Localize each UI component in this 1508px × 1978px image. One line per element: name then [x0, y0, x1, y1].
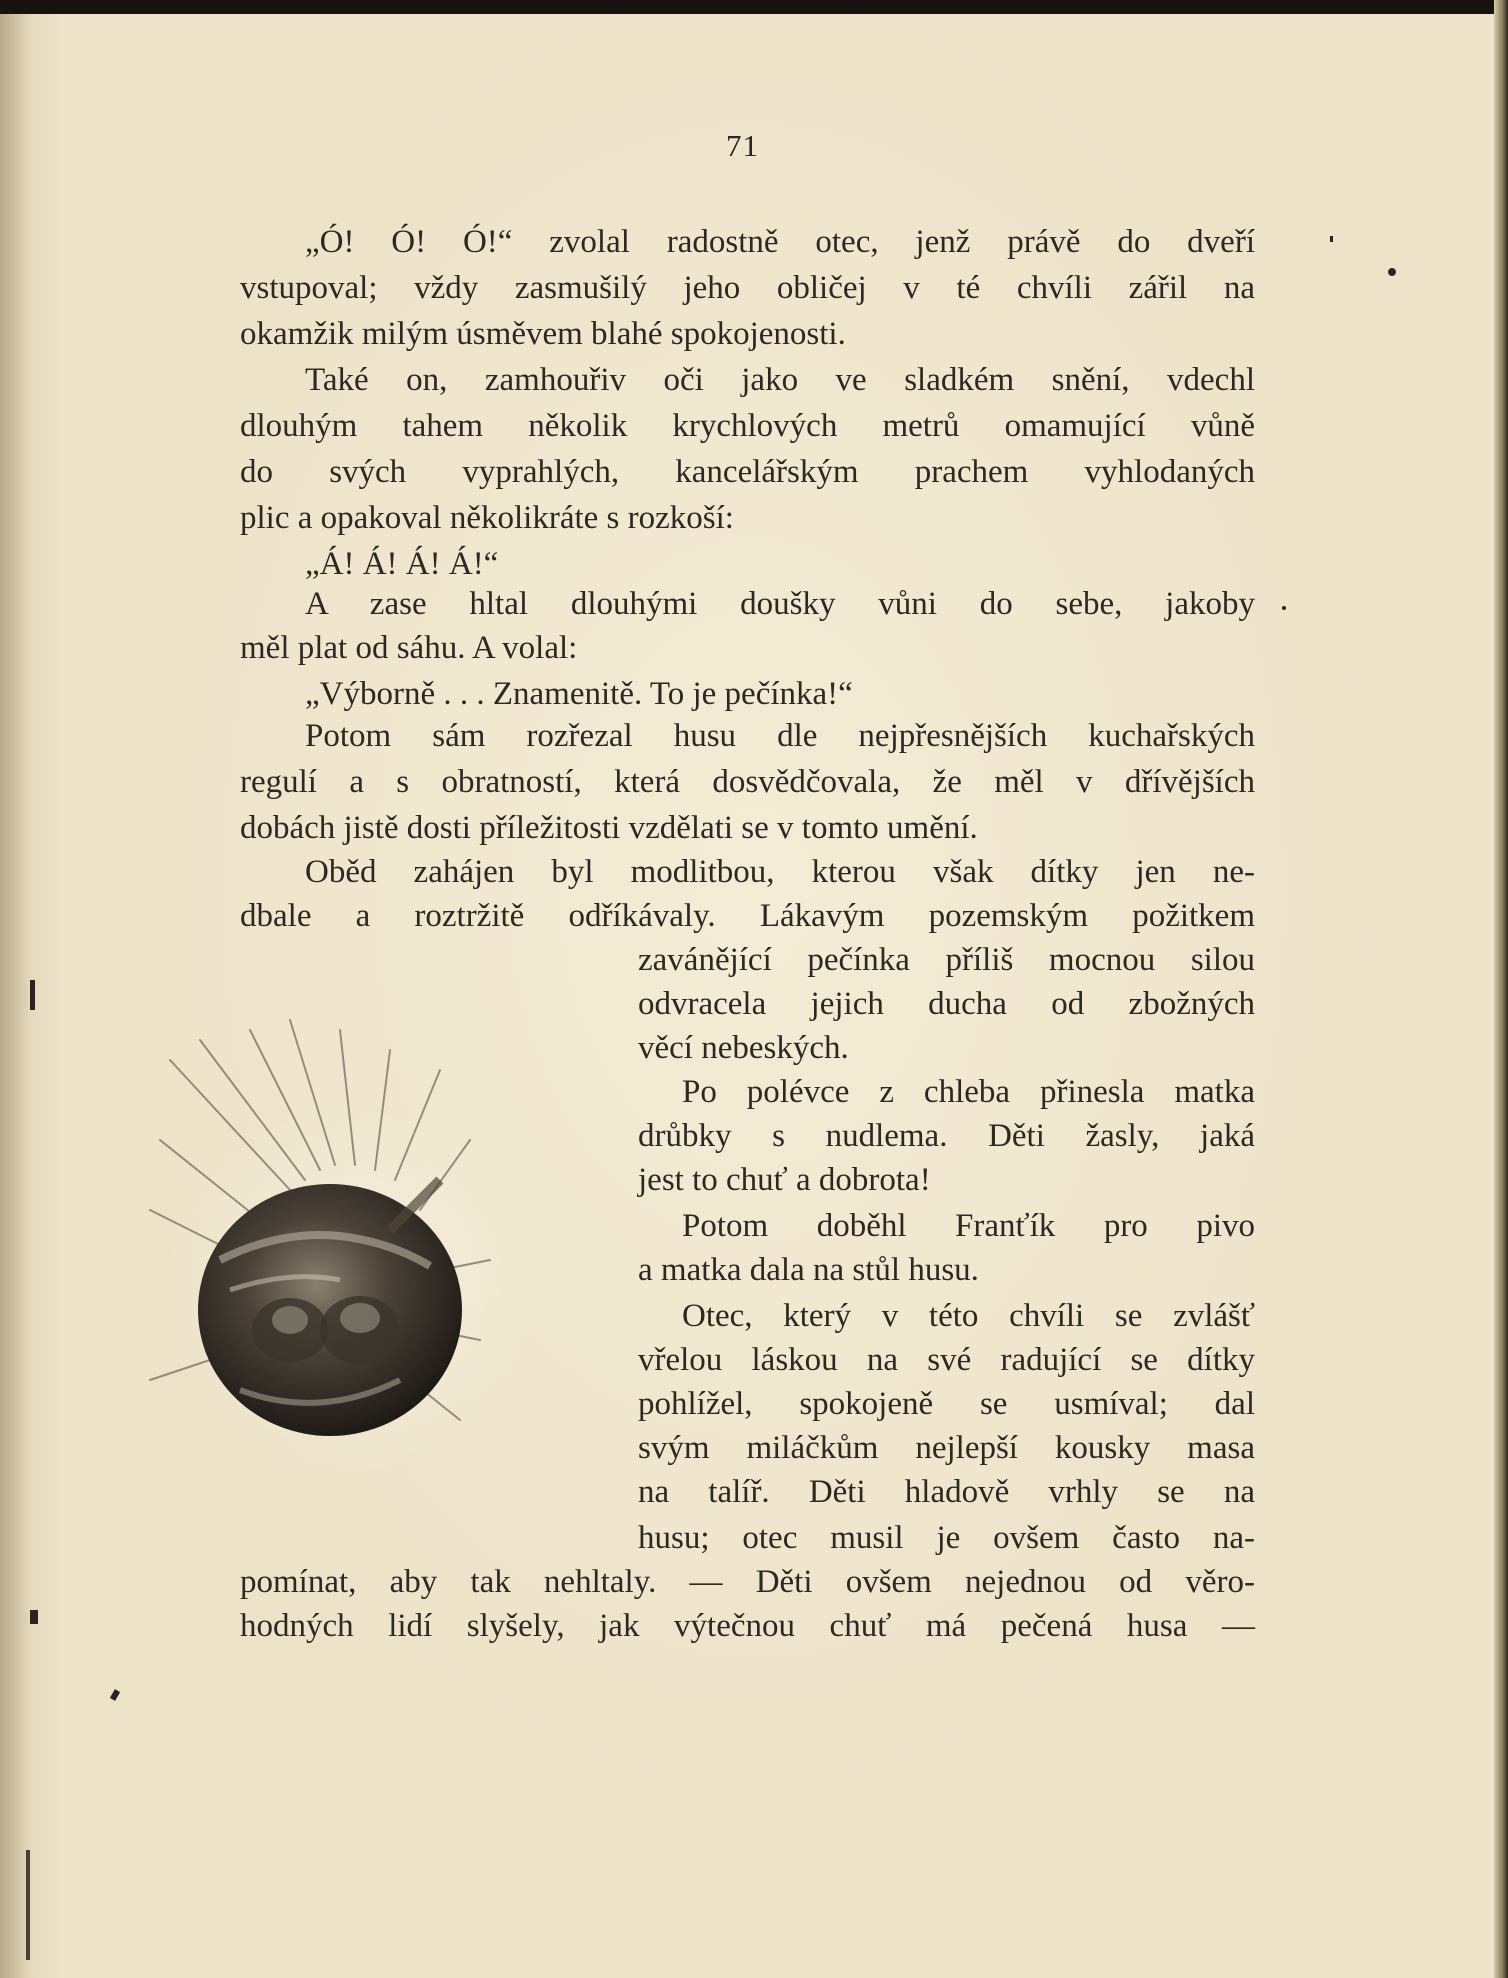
text-line: Potom sám rozřezal husu dle nejpřesnějších kuchařských [305, 718, 1255, 754]
margin-speck [110, 1689, 120, 1701]
text-line: pohlížel, spokojeně se usmíval; dal [638, 1386, 1255, 1422]
margin-speck [1330, 236, 1333, 242]
page-number: 71 [726, 128, 759, 163]
text-line: regulí a s obratností, která dosvědčovala, že měl v dřívějších [240, 764, 1255, 800]
text-line: „Výborně . . . Znamenitě. To je pečínka!“ [305, 676, 853, 712]
text-line: Oběd zahájen byl modlitbou, kterou však dítky jen ne- [305, 854, 1255, 890]
text-line: a matka dala na stůl husu. [638, 1252, 979, 1288]
text-line: Po polévce z chleba přinesla matka [682, 1074, 1255, 1110]
text-line: vřelou láskou na své radující se dítky [638, 1342, 1255, 1378]
text-line: pomínat, aby tak nehltaly. — Děti ovšem nejednou od věro- [240, 1564, 1255, 1600]
text-line: A zase hltal dlouhými doušky vůni do sebe, jakoby [305, 586, 1255, 622]
text-line: měl plat od sáhu. A volal: [240, 630, 578, 666]
text-line: dlouhým tahem několik krychlových metrů omamující vůně [240, 408, 1255, 444]
text-line: vstupoval; vždy zasmušilý jeho obličej v té chvíli zářil na [240, 270, 1255, 306]
text-line: „Á! Á! Á! Á!“ [305, 546, 499, 582]
margin-speck [26, 1850, 30, 1960]
page-right-edge [1494, 0, 1508, 1978]
binding-shadow [0, 0, 30, 1978]
margin-speck [1282, 606, 1286, 610]
margin-speck [30, 1610, 38, 1624]
text-line: plic a opakoval několikráte s rozkoší: [240, 500, 734, 536]
text-line: svým miláčkům nejlepší kousky masa [638, 1430, 1255, 1466]
scan-top-edge [0, 0, 1508, 14]
margin-speck [1388, 268, 1396, 276]
text-line: zavánějící pečínka příliš mocnou silou [638, 942, 1255, 978]
text-line: „Ó! Ó! Ó!“ zvolal radostně otec, jenž právě do dveří [305, 224, 1255, 260]
text-line: husu; otec musil je ovšem často na- [638, 1520, 1255, 1556]
text-line: Potom doběhl Franťík pro pivo [682, 1208, 1255, 1244]
text-line: jest to chuť a dobrota! [638, 1162, 931, 1198]
text-line: do svých vyprahlých, kancelářským prachem vyhlodaných [240, 454, 1255, 490]
margin-speck [30, 980, 35, 1010]
text-line: na talíř. Děti hladově vrhly se na [638, 1474, 1255, 1510]
text-line: dbale a roztržitě odříkávaly. Lákavým pozemským požitkem [240, 898, 1255, 934]
text-line: drůbky s nudlema. Děti žasly, jaká [638, 1118, 1255, 1154]
text-line: hodných lidí slyšely, jak výtečnou chuť má pečená husa — [240, 1608, 1255, 1644]
text-line: věcí nebeských. [638, 1030, 849, 1066]
text-line: okamžik milým úsměvem blahé spokojenosti. [240, 316, 846, 352]
text-line: Otec, který v této chvíli se zvlášť [682, 1298, 1255, 1334]
text-line: odvracela jejich ducha od zbožných [638, 986, 1255, 1022]
text-line: Také on, zamhouřiv oči jako ve sladkém snění, vdechl [305, 362, 1255, 398]
text-line: dobách jistě dosti příležitosti vzdělati se v tomto umění. [240, 810, 978, 846]
illustration-vignette [140, 1000, 600, 1500]
